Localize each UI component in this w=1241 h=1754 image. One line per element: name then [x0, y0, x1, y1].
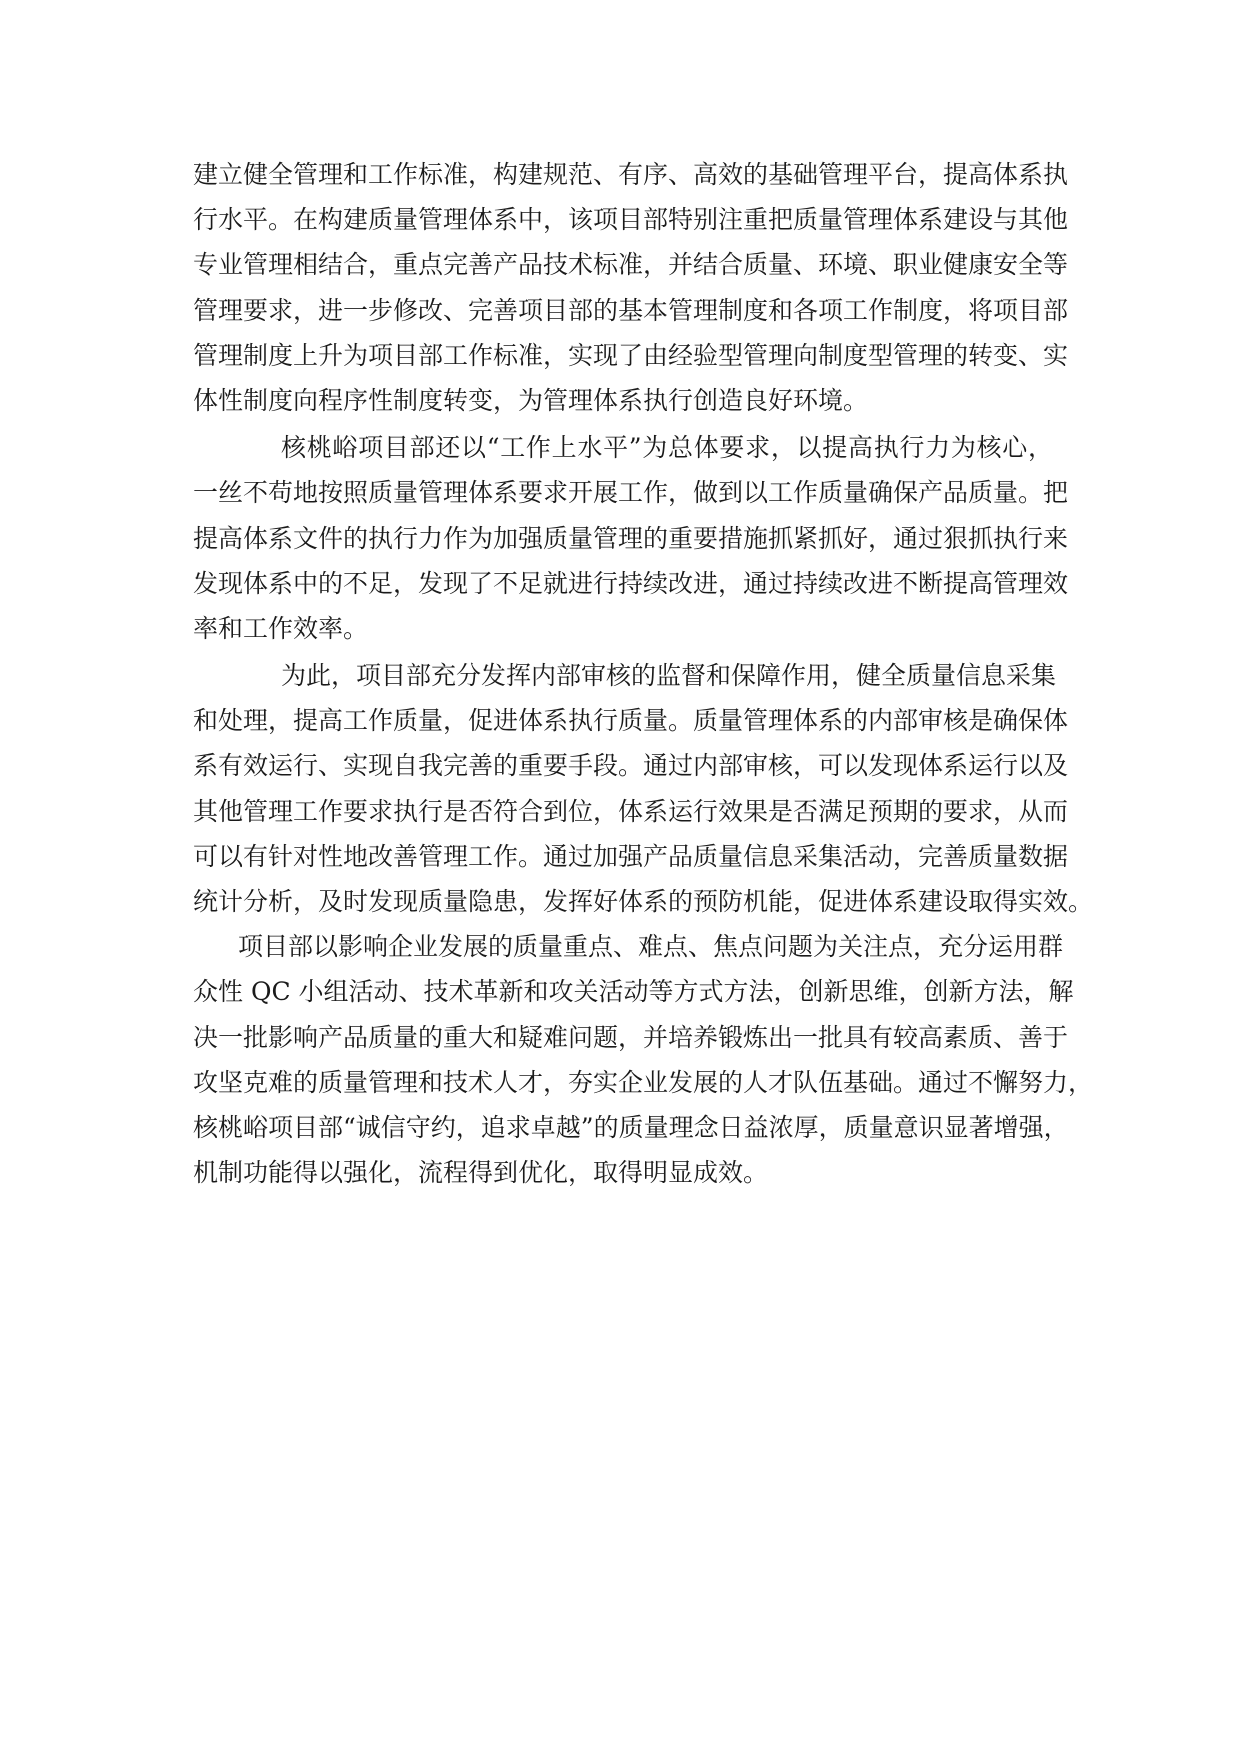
- text-line: 统计分析，及时发现质量隐患，发挥好体系的预防机能，促进体系建设取得实效。: [193, 887, 1094, 916]
- text-line: 其他管理工作要求执行是否符合到位，体系运行效果是否满足预期的要求，从而: [193, 796, 1069, 826]
- text-line: 攻坚克难的质量管理和技术人才，夯实企业发展的人才队伍基础。通过不懈努力，: [193, 1067, 1094, 1097]
- text-line: 一丝不苟地按照质量管理体系要求开展工作，做到以工作质量确保产品质量。把: [193, 478, 1069, 508]
- document-body: [193, 152, 1094, 1195]
- text-line: 行水平。在构建质量管理体系中，该项目部特别注重把质量管理体系建设与其他: [193, 205, 1069, 235]
- paragraph: [193, 152, 1069, 423]
- text-line: 管理制度上升为项目部工作标准，实现了由经验型管理向制度型管理的转变、实: [193, 340, 1069, 370]
- text-line: 建立健全管理和工作标准，构建规范、有序、高效的基础管理平台，提高体系执: [193, 160, 1069, 189]
- text-line: 发现体系中的不足，发现了不足就进行持续改进，通过持续改进不断提高管理效: [193, 568, 1069, 598]
- text-line: 率和工作效率。: [193, 613, 369, 643]
- text-line: 可以有针对性地改善管理工作。通过加强产品质量信息采集活动，完善质量数据: [193, 841, 1069, 871]
- text-line: 核桃峪项目部还以“工作上水平”为总体要求，以提高执行力为核心，: [281, 433, 1053, 463]
- paragraph: [193, 425, 1069, 651]
- text-line: 管理要求，进一步修改、完善项目部的基本管理制度和各项工作制度，将项目部: [193, 295, 1069, 325]
- text-line: 为此，项目部充分发挥内部审核的监督和保障作用，健全质量信息采集: [281, 661, 1057, 691]
- text-line: 核桃峪项目部“诚信守约，追求卓越”的质量理念日益浓厚，质量意识显著增强，: [193, 1112, 1069, 1142]
- text-line: 提高体系文件的执行力作为加强质量管理的重要措施抓紧抓好，通过狠抓执行来: [193, 523, 1069, 553]
- text-line: 众性 QC 小组活动、技术革新和攻关活动等方式方法，创新思维，创新方法，解: [193, 977, 1074, 1007]
- paragraph: [193, 653, 1094, 924]
- text-line: 系有效运行、实现自我完善的重要手段。通过内部审核，可以发现体系运行以及: [193, 751, 1069, 781]
- text-line: 体性制度向程序性制度转变，为管理体系执行创造良好环境。: [193, 385, 869, 415]
- text-line: 决一批影响产品质量的重大和疑难问题，并培养锻炼出一批具有较高素质、善于: [193, 1022, 1069, 1052]
- text-line: 和处理，提高工作质量，促进体系执行质量。质量管理体系的内部审核是确保体: [193, 706, 1069, 736]
- paragraph: [193, 924, 1094, 1195]
- text-line: 机制功能得以强化，流程得到优化，取得明显成效。: [193, 1158, 769, 1188]
- text-line: 项目部以影响企业发展的质量重点、难点、焦点问题为关注点，充分运用群: [238, 932, 1064, 962]
- text-line: 专业管理相结合，重点完善产品技术标准，并结合质量、环境、职业健康安全等: [193, 250, 1069, 280]
